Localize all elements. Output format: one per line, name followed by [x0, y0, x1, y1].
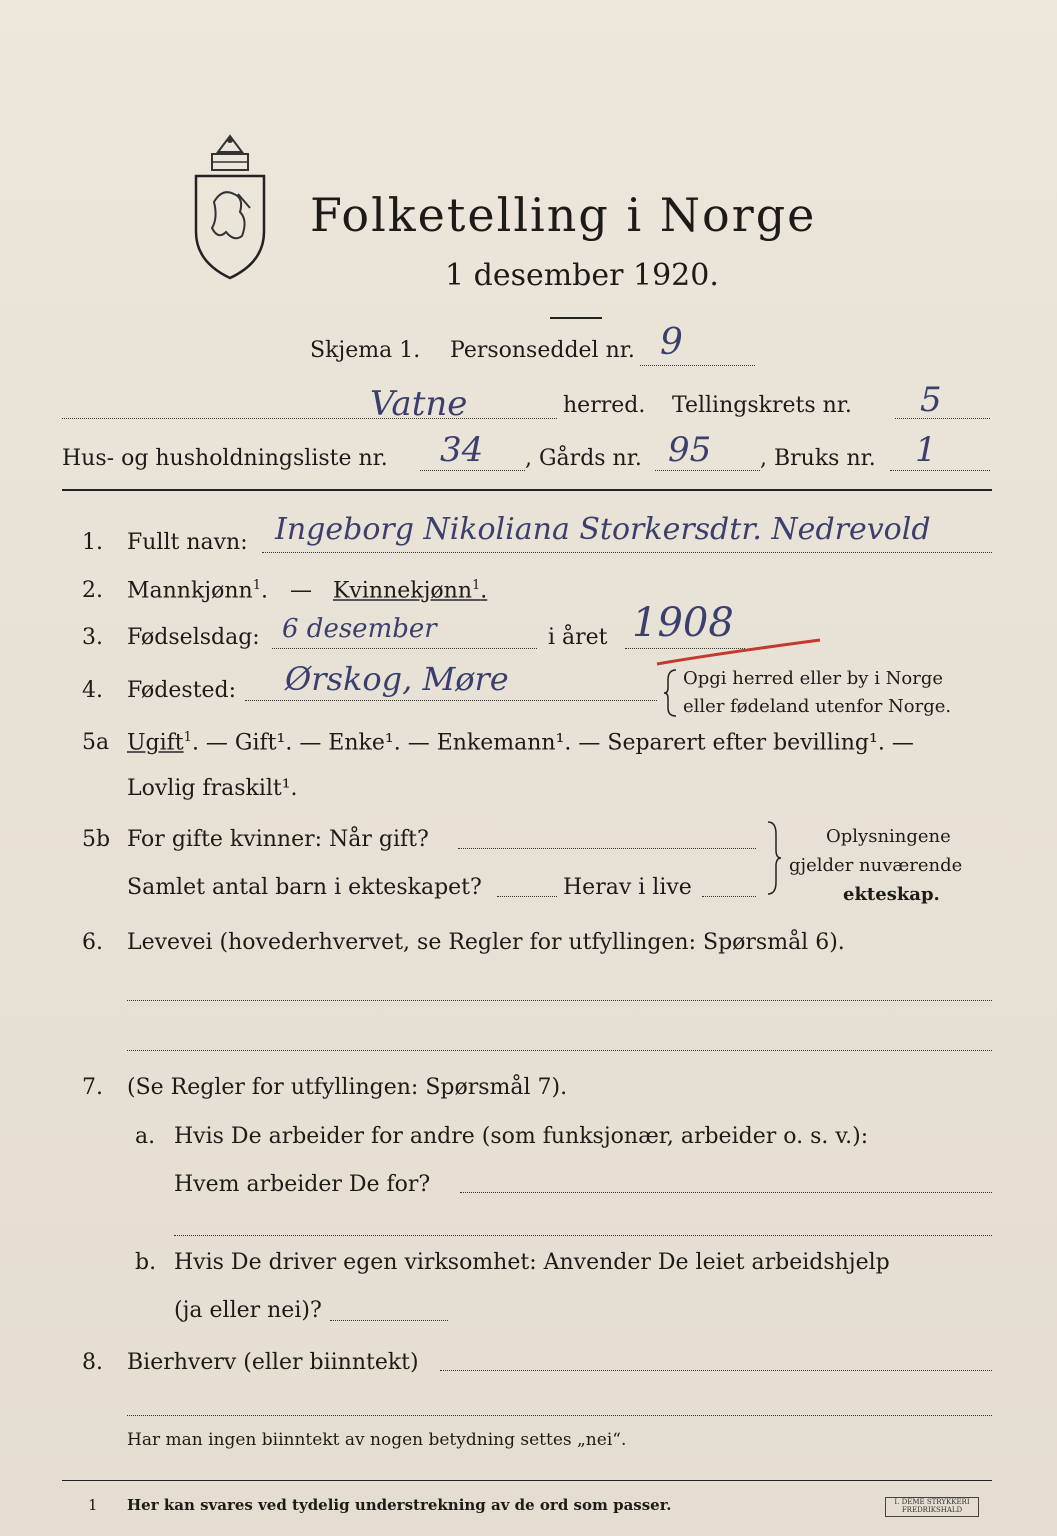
q4-birthplace[interactable]: Ørskog, Møre [285, 660, 509, 698]
q4-label: Fødested: [127, 678, 237, 703]
q5a-options[interactable]: Ugift$^1$. — Gift¹. — Enke¹. — Enkemann¹. — Separert efter bevilling¹. — [127, 730, 914, 756]
herred-label: herred. [563, 393, 646, 418]
printer-stamp: I. DEME STRYKKERI FREDRIKSHALD [885, 1497, 979, 1517]
q2-separator: — [290, 578, 312, 603]
q5a-number: 5a [82, 730, 110, 755]
q7a-line1: Hvis De arbeider for andre (som funksjonær, arbeider o. s. v.): [174, 1124, 869, 1149]
q5b-number: 5b [82, 827, 111, 852]
q2-female-option[interactable]: Kvinnekjønn$^1$. [333, 578, 488, 604]
q5b-married-line[interactable] [458, 848, 756, 849]
footnote-text: Her kan svares ved tydelig understrekning av de ord som passer. [127, 1496, 672, 1514]
q2-number: 2. [82, 578, 103, 603]
bruks-label: , Bruks nr. [760, 446, 876, 471]
tellingskrets-label: Tellingskrets nr. [672, 393, 852, 418]
q8-label: Bierhverv (eller biinntekt) [127, 1350, 419, 1375]
bruks-line [890, 470, 990, 471]
tellingskrets-nr[interactable]: 5 [920, 380, 942, 420]
q5b-note-line2: gjelder nuværende [789, 855, 963, 876]
q5b-children-label: Samlet antal barn i ekteskapet? [127, 875, 482, 900]
q6-line1[interactable] [127, 1000, 992, 1001]
brace-icon [766, 820, 782, 896]
footnote-divider [62, 1480, 992, 1481]
q7b-line2: (ja eller nei)? [174, 1298, 322, 1323]
q4-number: 4. [82, 678, 103, 703]
q7a-letter: a. [135, 1124, 156, 1149]
q4-line [245, 700, 657, 701]
q7-number: 7. [82, 1075, 103, 1100]
q8-note: Har man ingen biinntekt av nogen betydning settes „nei“. [127, 1430, 627, 1450]
q6-number: 6. [82, 930, 103, 955]
q1-number: 1. [82, 530, 103, 555]
q3-birth-year[interactable]: 1908 [632, 600, 734, 646]
hus-nr[interactable]: 34 [440, 430, 484, 470]
bruks-nr[interactable]: 1 [915, 430, 937, 470]
footnote-marker: 1 [88, 1496, 98, 1514]
hus-line [420, 470, 525, 471]
q8-line1[interactable] [440, 1370, 992, 1371]
skjema-label: Skjema 1. [310, 338, 421, 363]
q3-day-line [272, 648, 537, 649]
q5b-line1: For gifte kvinner: Når gift? [127, 827, 429, 852]
coat-of-arms-icon [188, 132, 272, 282]
q5b-note-line3: ekteskap. [843, 884, 940, 905]
q6-line2[interactable] [127, 1050, 992, 1051]
q5b-children-line[interactable] [497, 896, 557, 897]
gards-label: , Gårds nr. [525, 446, 642, 471]
census-date: 1 desember 1920. [445, 258, 719, 293]
q3-birthday[interactable]: 6 desember [282, 614, 437, 644]
q7-label: (Se Regler for utfyllingen: Spørsmål 7). [127, 1075, 568, 1100]
herred-line [62, 418, 557, 419]
q7b-line1: Hvis De driver egen virksomhet: Anvender De leiet arbeidshjelp [174, 1250, 890, 1275]
q2-male-option[interactable]: Mannkjønn$^1$. [127, 578, 268, 604]
q3-label: Fødselsdag: [127, 625, 260, 650]
q1-fullname[interactable]: Ingeborg Nikoliana Storkersdtr. Nedrevold [275, 512, 931, 547]
gards-line [655, 470, 760, 471]
q5a-line2[interactable]: Lovlig fraskilt¹. [127, 776, 298, 801]
q7a-extra-line[interactable] [174, 1235, 992, 1236]
red-check-mark-icon [655, 636, 825, 666]
q5b-alive-label: Herav i live [563, 875, 692, 900]
header-divider [62, 489, 992, 491]
q5b-note-line1: Oplysningene [826, 826, 951, 847]
q5a-ugift-option[interactable]: Ugift [127, 730, 184, 756]
q4-note-line2: eller fødeland utenfor Norge. [683, 696, 952, 717]
gards-nr[interactable]: 95 [668, 430, 712, 470]
personseddel-line [640, 365, 755, 366]
form-title: Folketelling i Norge [310, 188, 817, 242]
q1-line [262, 552, 992, 553]
q7a-employer-line[interactable] [460, 1192, 992, 1193]
title-divider [550, 317, 602, 319]
q6-label: Levevei (hovederhvervet, se Regler for utfyllingen: Spørsmål 6). [127, 930, 845, 955]
brace-icon [664, 668, 678, 718]
hus-label: Hus- og husholdningsliste nr. [62, 446, 388, 471]
q7b-answer-line[interactable] [330, 1320, 448, 1321]
q8-number: 8. [82, 1350, 103, 1375]
q7a-line2: Hvem arbeider De for? [174, 1172, 431, 1197]
tellingskrets-line [895, 418, 990, 419]
herred-value[interactable]: Vatne [370, 384, 468, 424]
q1-label: Fullt navn: [127, 530, 248, 555]
q4-note-line1: Opgi herred eller by i Norge [683, 668, 944, 689]
q7b-letter: b. [135, 1250, 157, 1275]
personseddel-label: Personseddel nr. [450, 338, 635, 363]
q8-line2[interactable] [127, 1415, 992, 1416]
q3-year-label: i året [548, 625, 608, 650]
personseddel-nr[interactable]: 9 [660, 322, 683, 363]
q5b-alive-line[interactable] [702, 896, 756, 897]
q3-number: 3. [82, 625, 103, 650]
